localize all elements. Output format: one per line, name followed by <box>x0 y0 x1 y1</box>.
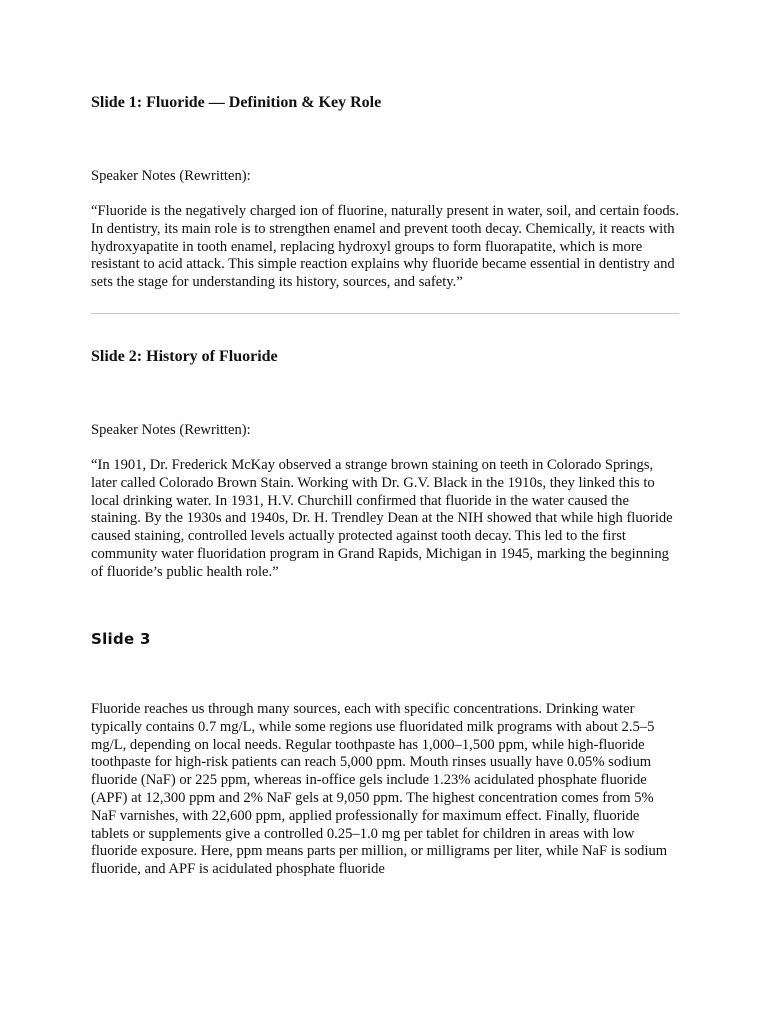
slide2-title: Slide 2: History of Fluoride <box>91 348 278 365</box>
section-divider <box>91 313 679 314</box>
slide3-body-paragraph: Fluoride reaches us through many sources, each with specific concentrations. Drinking water typically contains 0.7 mg/L, while some regions use fluoridated milk programs with about 2.5–5 mg/L, depending on local needs. Regular toothpaste has 1,000–1,500 ppm, while high-fluoride toothpaste for high-risk patients can reach 5,000 ppm. Mouth rinses usually have 0.05% sodium fluoride (NaF) or 225 ppm, whereas in-office gels include 1.23% acidulated phosphate fluoride (APF) at 12,300 ppm and 2% NaF gels at 9,050 ppm. The highest concentration comes from 5% NaF varnishes, with 22,600 ppm, applied professionally for maximum effect. Finally, fluoride tablets or supplements give a controlled 0.25–1.0 mg per tablet for children in areas with low fluoride exposure. Here, ppm means parts per million, or milligrams per liter, while NaF is sodium fluoride, and APF is acidulated phosphate fluoride <box>91 701 668 878</box>
slide1-notes-paragraph: “Fluoride is the negatively charged ion of fluorine, naturally present in water, soil, and certain foods. In dentistry, its main role is to strengthen enamel and prevent tooth decay. Chemically, it reacts with hydroxyapatite in tooth enamel, replacing hydroxyl groups to form fluorapatite, which is more resistant to acid attack. This simple reaction explains why fluoride became essential in dentistry and sets the stage for understanding its history, sources, and safety.” <box>91 203 679 291</box>
slide1-title: Slide 1: Fluoride — Definition & Key Role <box>91 94 382 111</box>
slide3-title: Slide 3 <box>91 630 151 648</box>
slide2-notes-label: Speaker Notes (Rewritten): <box>91 422 251 438</box>
slide2-notes-paragraph: “In 1901, Dr. Frederick McKay observed a strange brown staining on teeth in Colorado Springs, later called Colorado Brown Stain. Working with Dr. G.V. Black in the 1910s, they linked this to local drinking water. In 1931, H.V. Churchill confirmed that fluoride in the water caused the staining. By the 1930s and 1940s, Dr. H. Trendley Dean at the NIH showed that while high fluoride caused staining, controlled levels actually protected against tooth decay. This led to the first community water fluoridation program in Grand Rapids, Michigan in 1945, marking the beginning of fluoride’s public health role.” <box>91 457 673 580</box>
slide1-notes-label: Speaker Notes (Rewritten): <box>91 168 251 184</box>
